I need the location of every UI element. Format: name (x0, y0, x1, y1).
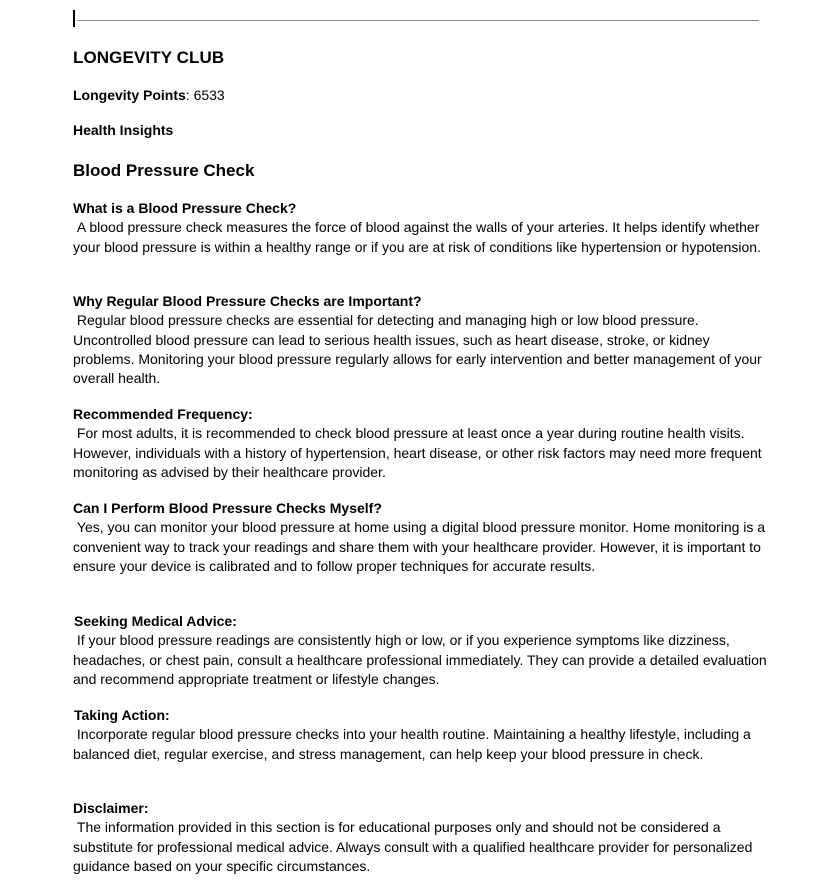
article-title: Blood Pressure Check (73, 161, 255, 180)
section-body: Incorporate regular blood pressure checks into your health routine. Maintaining a healthy lifestyle, including a balanced diet, regular exercise, and stress management, can help keep your blood pressure in check. (73, 726, 755, 762)
section-taking-action (73, 706, 768, 764)
club-title: LONGEVITY CLUB (73, 48, 225, 67)
points-value: 6533 (193, 87, 225, 103)
section-heading: What is a Blood Pressure Check? (73, 200, 297, 216)
section-heading: Seeking Medical Advice: (74, 613, 237, 629)
text-cursor (73, 10, 75, 27)
section-heading: Why Regular Blood Pressure Checks are Important? (73, 293, 422, 309)
section-frequency (73, 405, 768, 482)
section-what-is (73, 199, 768, 257)
top-divider (73, 10, 763, 27)
health-insights-label: Health Insights (73, 122, 174, 138)
section-body: If your blood pressure readings are consistently high or low, or if you experience symptoms like dizziness, headaches, or chest pain, consult a healthcare professional immediately. They can provide a detailed evaluation and recommend appropriate treatment or lifestyle changes. (73, 632, 771, 687)
points-separator: : (185, 87, 194, 103)
points-label: Longevity Points (73, 87, 186, 103)
section-medical-advice (73, 612, 771, 689)
section-body: A blood pressure check measures the force of blood against the walls of your arteries. It helps identify whether your blood pressure is within a healthy range or if you are at risk of conditions like hypertension or hypotension. (73, 219, 764, 255)
section-body: Regular blood pressure checks are essential for detecting and managing high or low blood pressure. Uncontrolled blood pressure can lead to serious health issues, such as heart disease, stroke, or kidney problems. Monitoring your blood pressure regularly allows for early intervention and better management of your overall health. (73, 312, 766, 387)
section-self-check (73, 499, 768, 576)
section-heading: Recommended Frequency: (73, 406, 253, 422)
section-heading: Taking Action: (74, 707, 170, 723)
section-body: For most adults, it is recommended to check blood pressure at least once a year during routine health visits. However, individuals with a history of hypertension, heart disease, or other risk factors may need more frequent monitoring as advised by their healthcare provider. (73, 425, 766, 480)
section-heading: Disclaimer: (73, 800, 149, 816)
section-disclaimer (73, 799, 768, 876)
section-body: Yes, you can monitor your blood pressure at home using a digital blood pressure monitor. Home monitoring is a convenient way to track your readings and share them with your healthcare provider. However, it is important to ensure your device is calibrated and to follow proper techniques for accurate results. (73, 519, 769, 574)
horizontal-rule (77, 20, 759, 21)
section-why-important (73, 292, 768, 388)
section-body: The information provided in this section is for educational purposes only and should not be considered a substitute for professional medical advice. Always consult with a qualified healthcare provider for personalized guidance based on your specific circumstances. (73, 819, 757, 874)
longevity-points (73, 87, 225, 103)
section-heading: Can I Perform Blood Pressure Checks Myself? (73, 500, 382, 516)
